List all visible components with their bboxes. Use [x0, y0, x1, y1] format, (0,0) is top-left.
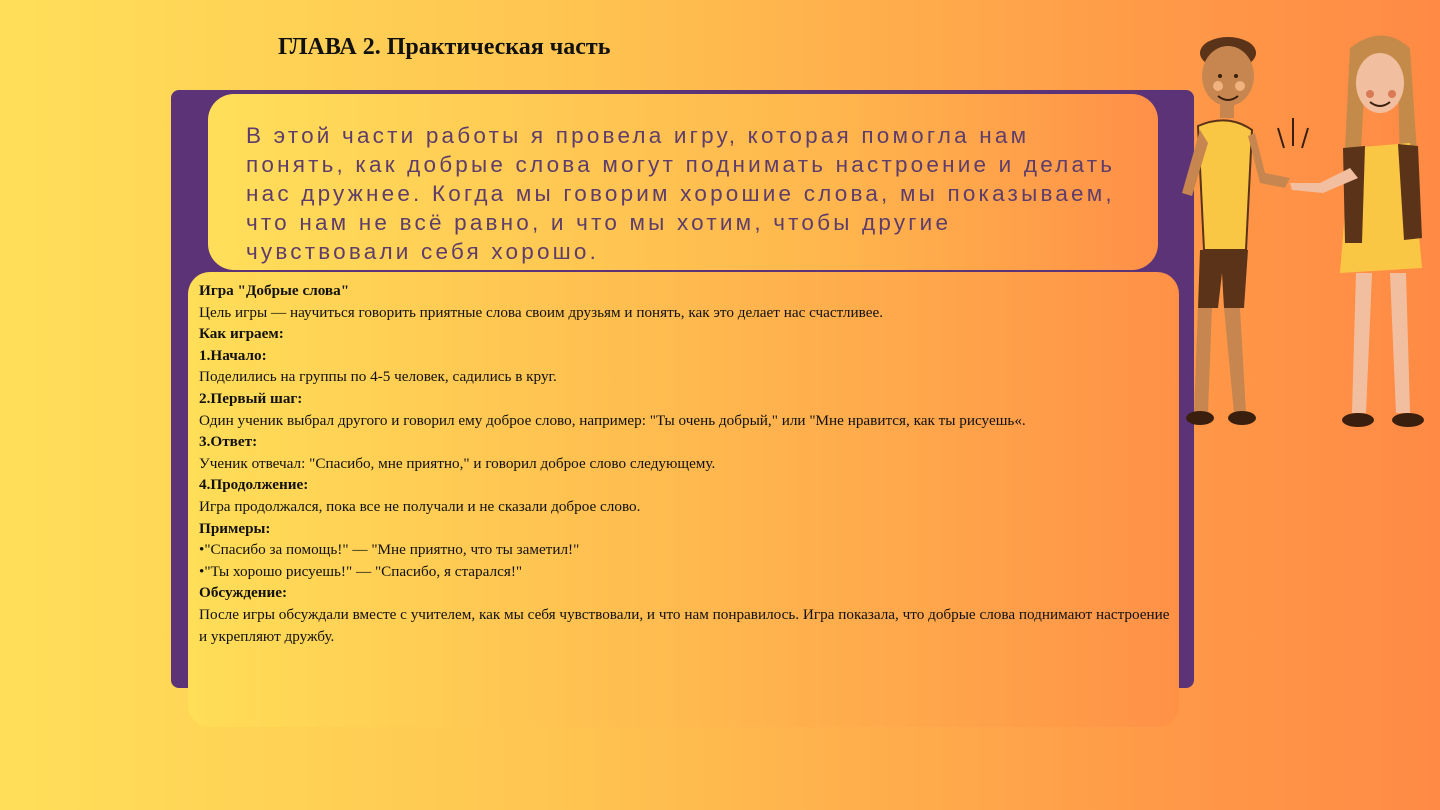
kids-handshake-illustration-icon	[1160, 18, 1435, 433]
step3-text: Ученик отвечал: "Спасибо, мне приятно," и говорил доброе слово следующему.	[199, 454, 716, 472]
intro-box	[208, 94, 1158, 270]
game-heading: Игра "Добрые слова"	[199, 282, 350, 299]
discussion-heading: Обсуждение:	[199, 584, 288, 602]
step2-heading: 2.Первый шаг:	[199, 389, 303, 407]
girl-figure	[1290, 36, 1424, 428]
how-heading: Как играем:	[199, 325, 284, 343]
example-2: •"Ты хорошо рисуешь!" — "Спасибо, я старался!"	[199, 562, 523, 580]
step1-heading: 1.Начало:	[199, 346, 267, 364]
discussion-text: После игры обсуждали вместе с учителем, как мы себя чувствовали, и что нам понравилось. Игра показала, что добрые слова поднимают настроение и укрепляют дружбу.	[199, 605, 1170, 645]
boy-figure	[1182, 37, 1290, 425]
step4-heading: 4.Продолжение:	[199, 476, 309, 494]
example-1: •"Спасибо за помощь!" — "Мне приятно, что ты заметил!"	[199, 541, 580, 559]
handshake-lines	[1278, 118, 1308, 148]
examples-heading: Примеры:	[199, 519, 271, 537]
page-title: ГЛАВА 2. Практическая часть	[278, 34, 611, 60]
game-goal: Цель игры — научиться говорить приятные слова своим друзьям и понять, как это делает нас счастливее.	[199, 303, 883, 321]
step3-heading: 3.Ответ:	[199, 433, 258, 451]
game-description	[199, 280, 1174, 647]
game-description-box	[188, 272, 1179, 727]
step2-text: Один ученик выбрал другого и говорил ему доброе слово, например: "Ты очень добрый," или "Мне нравится, как ты рисуешь«.	[199, 411, 1026, 429]
step4-text: Игра продолжался, пока все не получали и не сказали доброе слово.	[199, 497, 641, 515]
step1-text: Поделились на группы по 4-5 человек, садились в круг.	[199, 368, 557, 386]
intro-text: В этой части работы я провела игру, которая помогла нам понять, как добрые слова могут поднимать настроение и делать нас дружнее. Когда мы говорим хорошие слова, мы показываем, что нам не всё равно, и что мы хотим, чтобы другие чувствовали себя хорошо.	[246, 123, 1116, 264]
